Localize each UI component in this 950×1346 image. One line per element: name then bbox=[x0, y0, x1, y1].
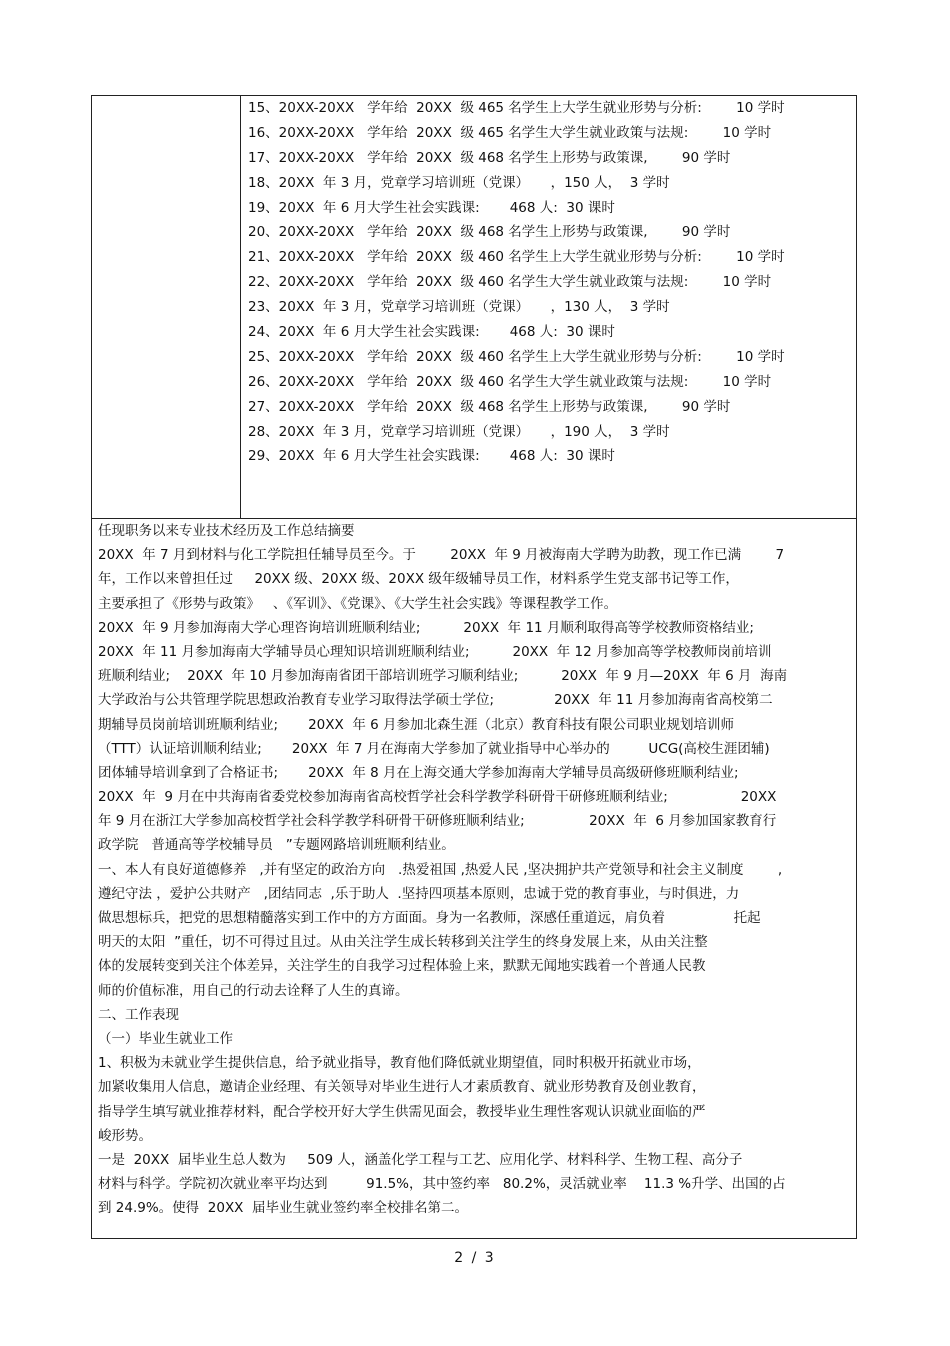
summary-line: 班顺利结业; 20XX 年 10 月参加海南省团干部培训班学习顺利结业; 20XX 年 9 月—20XX 年 6 月 海南 bbox=[98, 668, 788, 685]
summary-line: 团体辅导培训拿到了合格证书; 20XX 年 8 月在上海交通大学参加海南大学辅导员高级研修班顺利结业; bbox=[98, 764, 739, 781]
work-summary bbox=[98, 519, 852, 1220]
summary-line: 20XX 年 7 月到材料与化工学院担任辅导员至今。于 20XX 年 9 月被海南大学聘为助教，现工作已满 7 bbox=[98, 547, 785, 564]
summary-line: 加紧收集用人信息，邀请企业经理、有关领导对毕业生进行人才素质教育、就业形势教育及创业教育， bbox=[98, 1079, 706, 1096]
summary-line: 师的价值标准，用自己的行动去诠释了人生的真谛。 bbox=[98, 982, 409, 999]
course-item: 22、20XX-20XX 学年给 20XX 级 460 名学生大学生就业政策与法规: 10 学时 bbox=[248, 274, 772, 291]
course-item: 17、20XX-20XX 学年给 20XX 级 468 名学生上形势与政策课, 90 学时 bbox=[248, 149, 731, 166]
table-column-divider bbox=[240, 95, 241, 519]
summary-line: 一是 20XX 届毕业生总人数为 509 人，涵盖化学工程与工艺、应用化学、材料科学、生物工程、高分子 bbox=[98, 1151, 743, 1168]
summary-line: （一）毕业生就业工作 bbox=[98, 1030, 233, 1047]
course-item: 15、20XX-20XX 学年给 20XX 级 465 名学生上大学生就业形势与分析: 10 学时 bbox=[248, 100, 785, 116]
summary-line: 年，工作以来曾担任过 20XX 级、20XX 级、20XX 级年级辅导员工作，材料系学生党支部书记等工作， bbox=[98, 571, 739, 588]
summary-line: 材料与科学。学院初次就业率平均达到 91.5%，其中签约率 80.2%，灵活就业率 11.3 %升学、出国的占 bbox=[98, 1176, 786, 1193]
course-item: 26、20XX-20XX 学年给 20XX 级 460 名学生大学生就业政策与法规: 10 学时 bbox=[248, 373, 772, 390]
course-item: 24、20XX 年 6 月大学生社会实践课: 468 人: 30 课时 bbox=[248, 324, 615, 341]
summary-line: 做思想标兵，把党的思想精髓落实到工作中的方方面面。身为一名教师，深感任重道远，肩负着 托起 bbox=[98, 910, 761, 926]
course-item: 19、20XX 年 6 月大学生社会实践课: 468 人: 30 课时 bbox=[248, 199, 615, 216]
course-item: 27、20XX-20XX 学年给 20XX 级 468 名学生上形势与政策课, 90 学时 bbox=[248, 398, 731, 415]
course-item: 25、20XX-20XX 学年给 20XX 级 460 名学生上大学生就业形势与分析: 10 学时 bbox=[248, 348, 785, 365]
summary-line: 20XX 年 9 月参加海南大学心理咨询培训班顺利结业; 20XX 年 11 月顺利取得高等学校教师资格结业; bbox=[98, 619, 754, 636]
course-item: 16、20XX-20XX 学年给 20XX 级 465 名学生大学生就业政策与法规: 10 学时 bbox=[248, 124, 772, 141]
course-list bbox=[248, 96, 854, 469]
summary-line: 明天的太阳 ”重任，切不可得过且过。从由关注学生成长转移到关注学生的终身发展上来，从由关注整 bbox=[98, 934, 708, 951]
summary-line: 一、本人有良好道德修养 ,并有坚定的政治方向 .热爱祖国 ,热爱人民 ,坚决拥护共产党领导和社会主义制度 , bbox=[98, 861, 783, 878]
summary-line: 峻形势。 bbox=[98, 1127, 152, 1144]
summary-line: 1、积极为未就业学生提供信息，给予就业指导，教育他们降低就业期望值，同时积极开拓就业市场， bbox=[98, 1055, 701, 1072]
section-heading: 任现职务以来专业技术经历及工作总结摘要 bbox=[98, 523, 355, 539]
summary-line: 20XX 年 11 月参加海南大学辅导员心理知识培训班顺利结业; 20XX 年 12 月参加高等学校教师岗前培训 bbox=[98, 643, 772, 660]
course-item: 29、20XX 年 6 月大学生社会实践课: 468 人: 30 课时 bbox=[248, 448, 615, 465]
course-item: 20、20XX-20XX 学年给 20XX 级 468 名学生上形势与政策课, 90 学时 bbox=[248, 224, 731, 241]
summary-line: 大学政治与公共管理学院思想政治教育专业学习取得法学硕士学位; 20XX 年 11 月参加海南省高校第二 bbox=[98, 692, 773, 709]
summary-line: 到 24.9%。使得 20XX 届毕业生就业签约率全校排名第二。 bbox=[98, 1200, 469, 1217]
summary-line: （TTT）认证培训顺利结业; 20XX 年 7 月在海南大学参加了就业指导中心举办的 UCG(高校生涯团辅) bbox=[98, 740, 770, 757]
course-item: 21、20XX-20XX 学年给 20XX 级 460 名学生上大学生就业形势与分析: 10 学时 bbox=[248, 249, 785, 266]
summary-line: 期辅导员岗前培训班顺利结业; 20XX 年 6 月参加北森生涯（北京）教育科技有限公司职业规划培训师 bbox=[98, 716, 735, 733]
summary-line: 年 9 月在浙江大学参加高校哲学社会科学教学科研骨干研修班顺利结业; 20XX 年 6 月参加国家教育行 bbox=[98, 813, 777, 830]
summary-line: 指导学生填写就业推荐材料，配合学校开好大学生供需见面会，教授毕业生理性客观认识就业面临的严 bbox=[98, 1103, 706, 1120]
course-item: 28、20XX 年 3 月，党章学习培训班（党课） ，190 人， 3 学时 bbox=[248, 423, 670, 440]
summary-line: 政学院 普通高等学校辅导员 ”专题网路培训班顺利结业。 bbox=[98, 837, 455, 854]
summary-line: 二、工作表现 bbox=[98, 1006, 179, 1023]
page-number: 2 / 3 bbox=[454, 1250, 496, 1266]
summary-line: 遵纪守法 ，爱护公共财产 ,团结同志 ,乐于助人 .坚持四项基本原则，忠诚于党的教育事业，与时俱进，力 bbox=[98, 885, 740, 902]
summary-line: 体的发展转变到关注个体差异，关注学生的自我学习过程体验上来，默默无闻地实践着一个普通人民教 bbox=[98, 958, 706, 975]
summary-line: 20XX 年 9 月在中共海南省委党校参加海南省高校哲学社会科学教学科研骨干研修班顺利结业; 20XX bbox=[98, 789, 777, 806]
course-item: 23、20XX 年 3 月，党章学习培训班（党课） ，130 人， 3 学时 bbox=[248, 299, 670, 316]
course-item: 18、20XX 年 3 月，党章学习培训班（党课） ，150 人， 3 学时 bbox=[248, 174, 670, 191]
summary-line: 主要承担了《形势与政策》 、《军训》、《党课》、《大学生社会实践》等课程教学工作。 bbox=[98, 595, 618, 612]
